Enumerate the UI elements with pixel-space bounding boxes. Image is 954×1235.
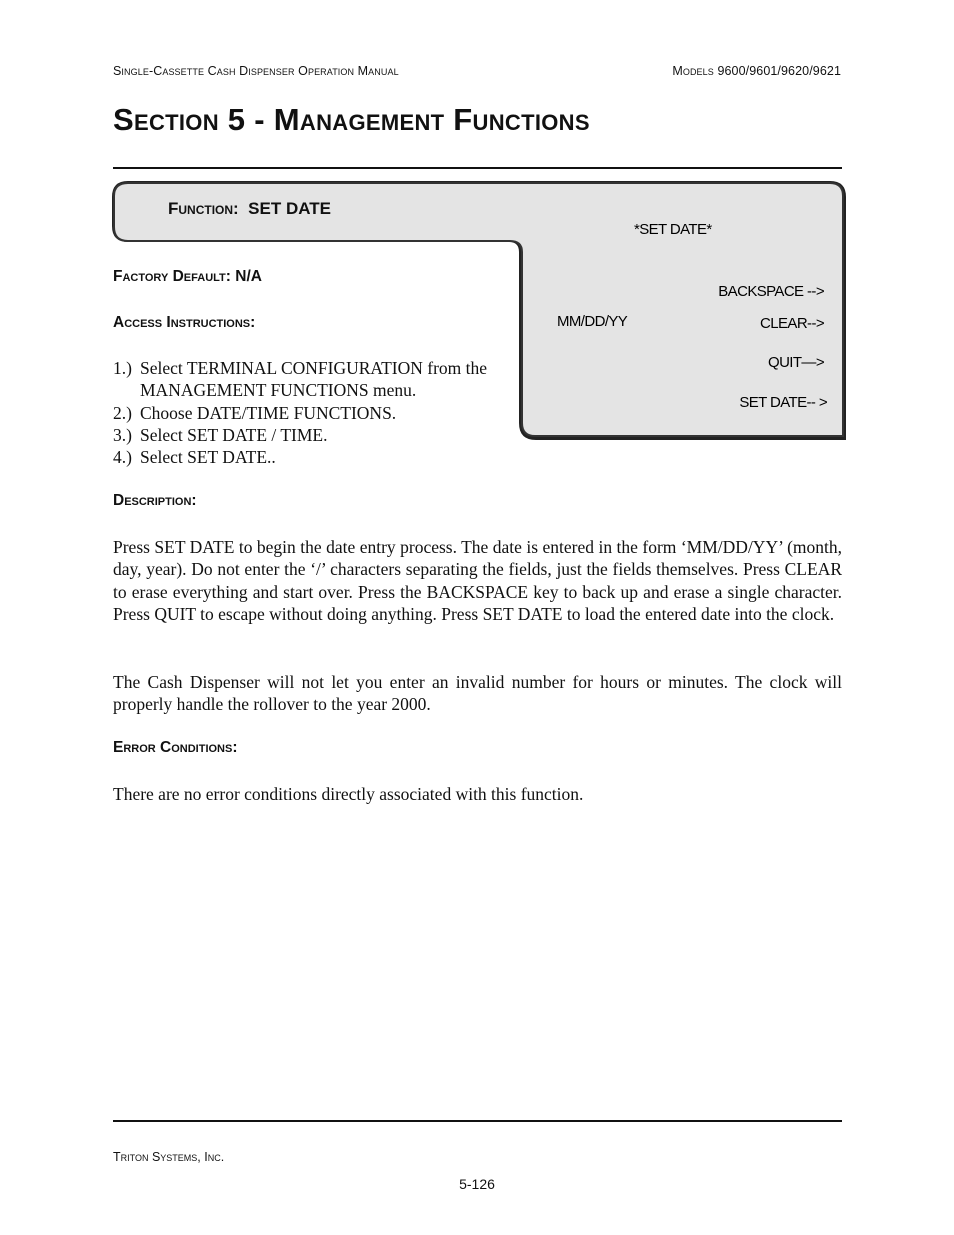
screen-key-clear: CLEAR-->: [760, 315, 824, 332]
error-conditions-text: There are no error conditions directly associated with this function.: [113, 784, 584, 804]
factory-default-value: N/A: [235, 268, 262, 285]
description-heading: Description:: [113, 492, 197, 509]
description-paragraph: Press SET DATE to begin the date entry process. The date is entered in the form ‘MM/DD/YY’ (month, day, year). Do not enter the ‘/’ characters separating the fields, just the fields themselves. Press CLEAR to erase everything and start over. Press the BACKSPACE key to back up and erase a single character. Press QUIT to escape without doing anything. Press SET DATE to load the entered date into the clock.: [113, 537, 842, 625]
screen-title: *SET DATE*: [634, 221, 712, 238]
step-text-continued: MANAGEMENT FUNCTIONS menu.: [140, 380, 417, 401]
list-item: [113, 357, 523, 402]
page-number: 5-126: [459, 1176, 495, 1192]
screen-date-format: MM/DD/YY: [557, 313, 628, 330]
step-text: Select SET DATE..: [140, 447, 276, 467]
screen-key-set-date: SET DATE-- >: [739, 394, 827, 411]
terminal-screen: [537, 206, 826, 418]
factory-default: [113, 268, 262, 286]
section-title: Section 5 - Management Functions: [113, 102, 590, 137]
step-number: 2.): [113, 403, 132, 423]
screen-key-quit: QUIT—>: [768, 354, 824, 371]
error-conditions-heading: Error Conditions:: [113, 739, 238, 756]
description-paragraph: The Cash Dispenser will not let you enter an invalid number for hours or minutes. The clock will properly handle the rollover to the year 2000.: [113, 672, 842, 715]
function-label: [168, 199, 331, 219]
step-number: 3.): [113, 425, 132, 445]
factory-default-label: Factory Default:: [113, 268, 231, 285]
list-item: [113, 446, 523, 468]
step-text: Choose DATE/TIME FUNCTIONS.: [140, 403, 397, 423]
footer-rule: [113, 1120, 842, 1122]
footer-company: Triton Systems, Inc.: [113, 1150, 225, 1164]
step-text: Select SET DATE / TIME.: [140, 425, 328, 445]
list-item: [113, 402, 523, 424]
running-header-right: Models 9600/9601/9620/9621: [672, 64, 841, 78]
screen-key-backspace: BACKSPACE -->: [718, 283, 824, 300]
step-number: 1.): [113, 358, 132, 378]
running-header-left: Single-Cassette Cash Dispenser Operation Manual: [113, 64, 399, 78]
step-number: 4.): [113, 447, 132, 467]
list-item: [113, 424, 523, 446]
function-name: SET DATE: [248, 199, 331, 218]
function-prefix: Function:: [168, 199, 239, 218]
access-instructions-heading: Access Instructions:: [113, 314, 256, 331]
step-text: Select TERMINAL CONFIGURATION from the: [140, 358, 488, 378]
